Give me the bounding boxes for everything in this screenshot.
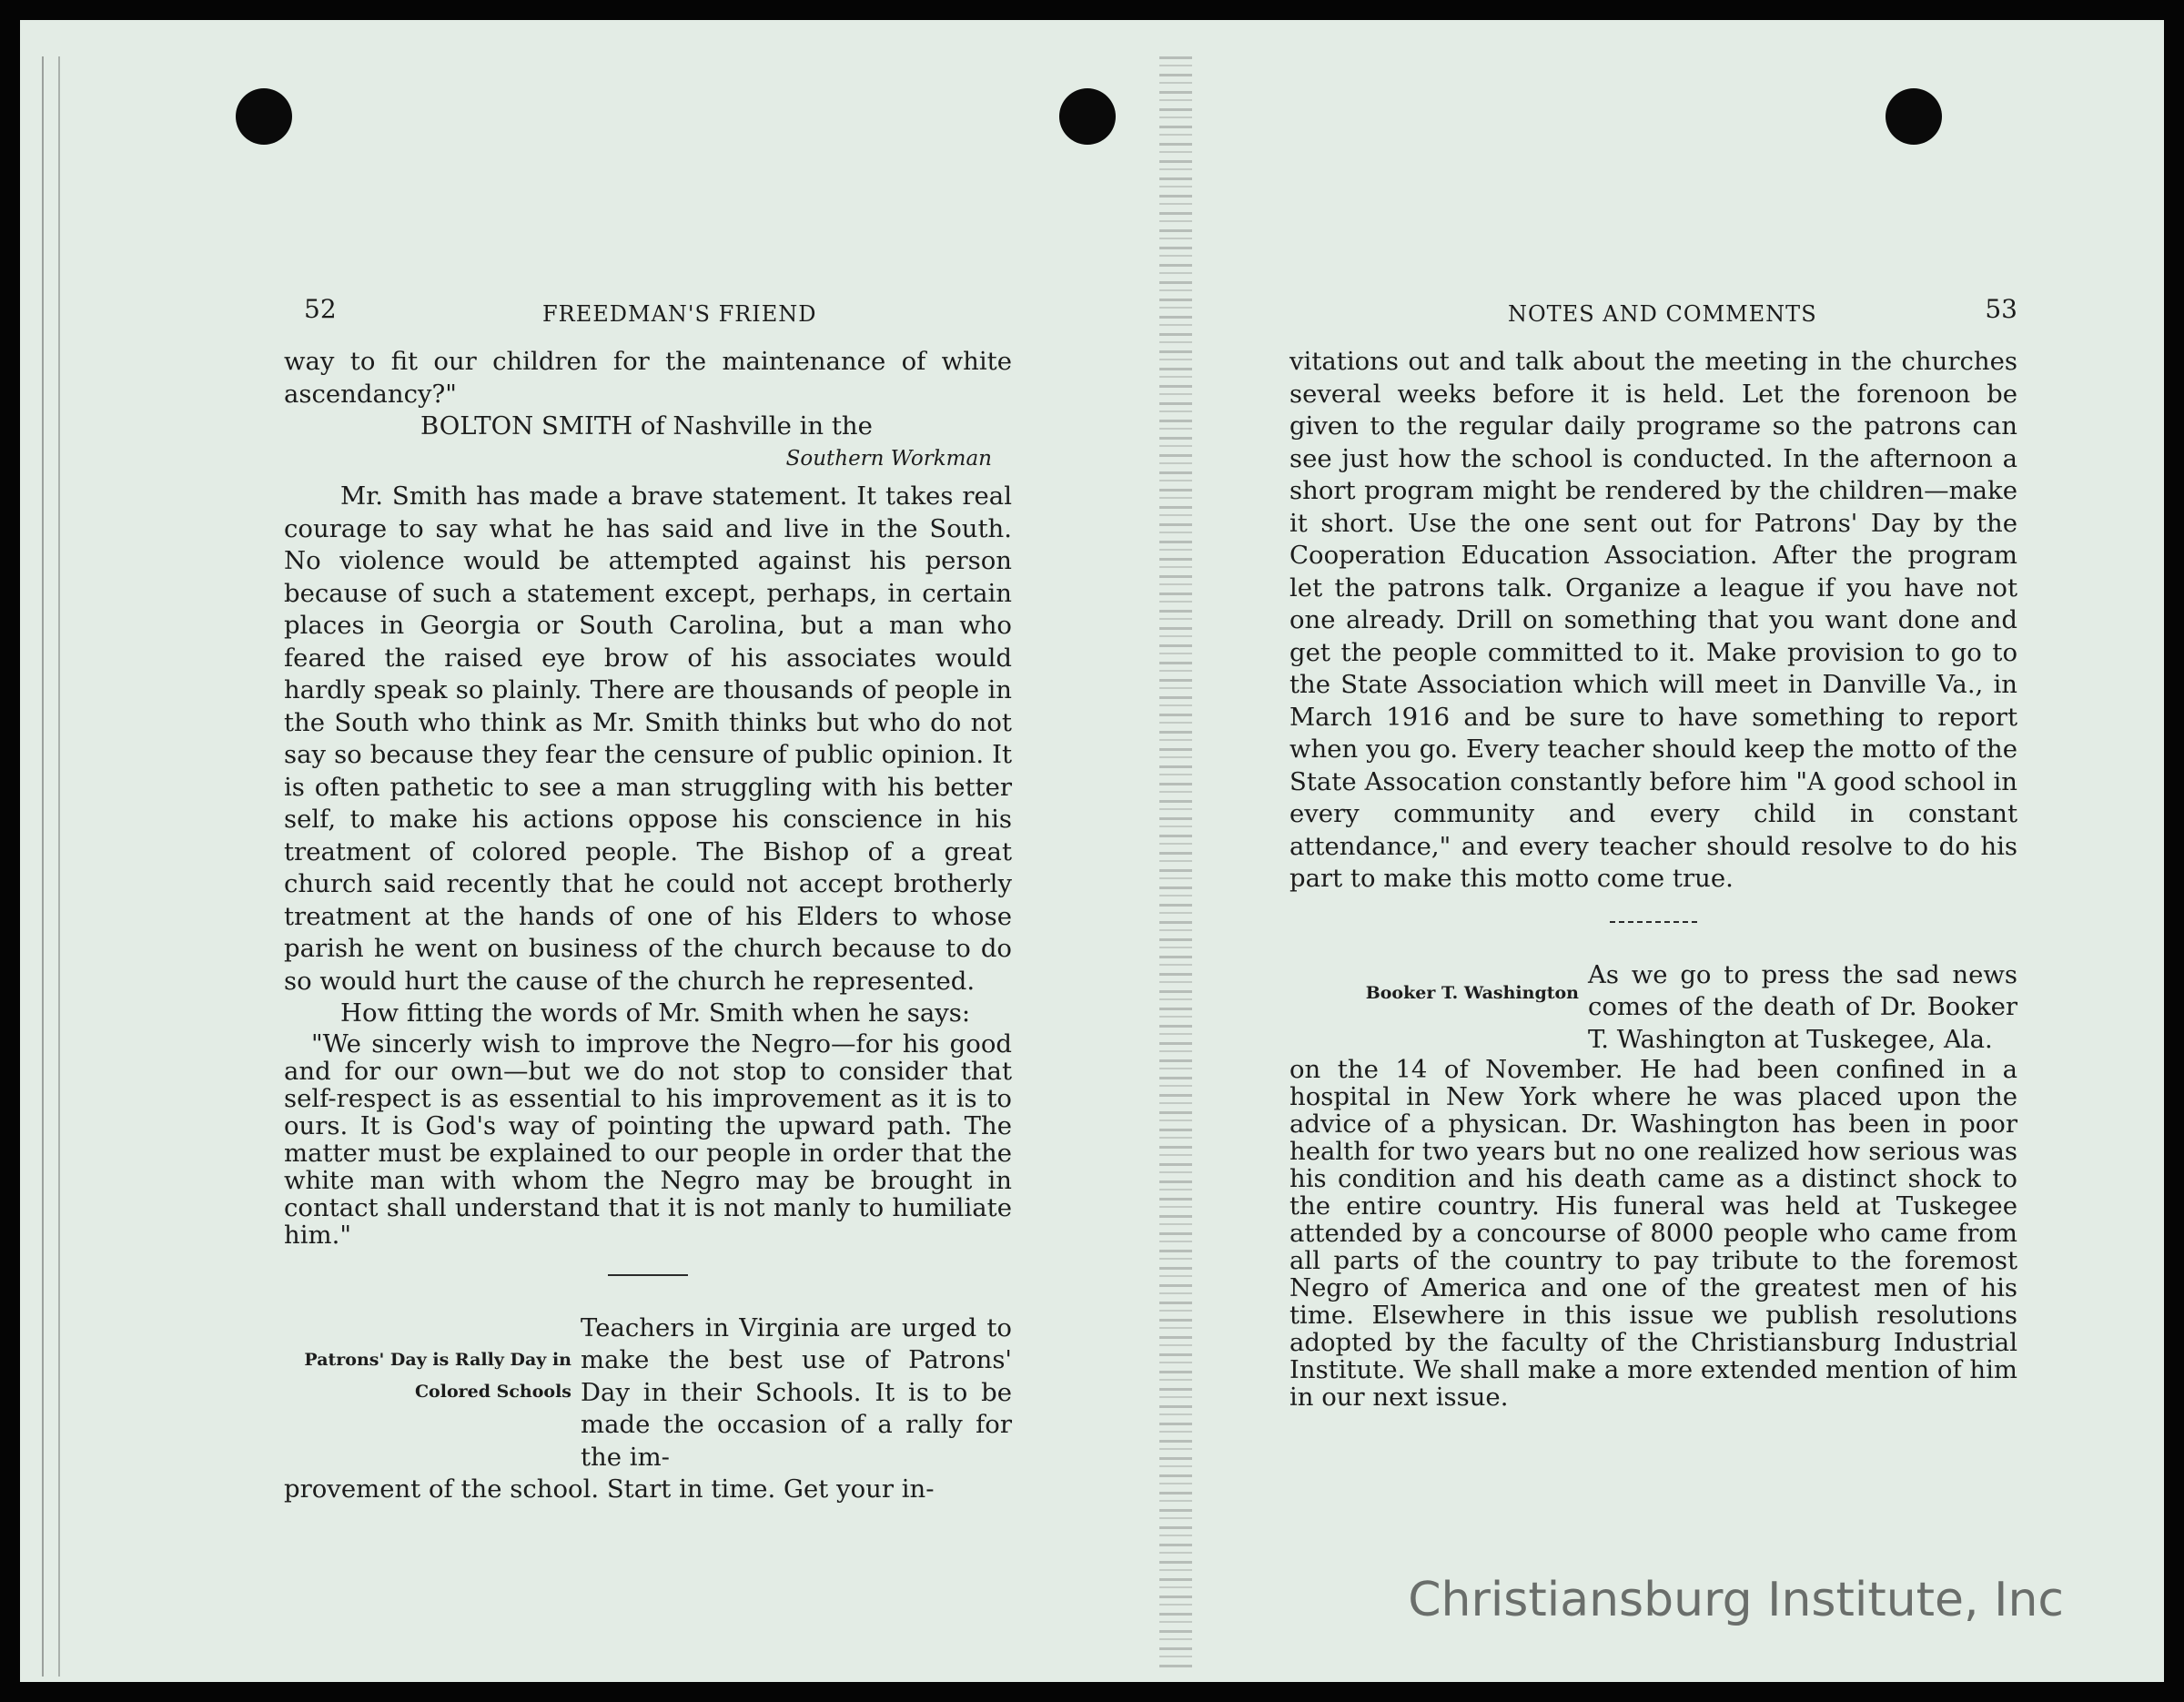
block-quote bbox=[284, 1030, 1012, 1249]
washington-section bbox=[1289, 959, 2017, 1057]
right-running-head bbox=[1289, 293, 2017, 329]
source-citation: Southern Workman bbox=[785, 446, 992, 471]
watermark: Christiansburg Institute, Inc bbox=[1408, 1573, 2064, 1627]
patrons-day-continuation: provement of the school. Start in time. Get your in- bbox=[284, 1474, 935, 1504]
sidehead-booker-washington: Booker T. Washington bbox=[1365, 982, 1579, 1003]
scanned-sheet bbox=[20, 20, 2164, 1682]
left-running-head bbox=[284, 293, 1012, 329]
washington-obituary: on the 14 of November. He had been confined in a hospital in New York where he was placed upon the advice of a physican. Dr. Washington has been in poor health for two years but no one realized how serious was his condition and his death came as a distinct shock to the entire country. His funeral was held at Tuskegee attended by a concourse of 8000 people who came from all parts of the country to pay tribute to the foremost Negro of America and one of the greatest men of his time. Elsewhere in this issue we publish resolutions adopted by the faculty of the Christiansburg Industrial Institute. We shall make a more extended mention of him in our next issue. bbox=[1289, 1055, 2017, 1412]
paragraph-smith-statement: Mr. Smith has made a brave statement. It takes real courage to say what he has said and live in the South. No violence would be attempted against his person because of such a statement except, perhaps, in certain places in Georgia or South Carolina, but a man who feared the raised eye brow of his associates would hardly speak so plainly. There are thousands of people in the South who think as Mr. Smith thinks but who do not say so because they fear the censure of public opinion. It is often pathetic to see a man struggling with his better self, to make his actions oppose his conscience in his treatment of colored people. The Bishop of a great church said recently that he could not accept brotherly treatment at the hands of one of his Elders to whose parish he went on business of the church because to do so would hurt the cause of the church he represented. bbox=[284, 481, 1012, 996]
right-page bbox=[1289, 293, 2017, 1411]
opening-line: way to fit our children for the maintenance of white ascendancy?" bbox=[284, 347, 1012, 409]
sidehead-patrons-day: Patrons' Day is Rally Day in Colored Schools bbox=[304, 1349, 571, 1402]
section-divider bbox=[608, 1274, 688, 1276]
journal-title: FREEDMAN'S FRIEND bbox=[542, 301, 817, 327]
punch-hole-center bbox=[1059, 88, 1116, 145]
punch-hole-right bbox=[1886, 88, 1942, 145]
punch-hole-left bbox=[236, 88, 292, 145]
left-page bbox=[284, 293, 1012, 1506]
page-number: 53 bbox=[1985, 294, 2017, 324]
center-gutter bbox=[1159, 56, 1192, 1667]
page-number: 52 bbox=[304, 294, 337, 324]
smith-quote: "We sincerly wish to improve the Negro—for his good and for our own—but we do not stop to consider that self-respect is as essential to his improvement as it is to ours. It is God's way of pointing the upward path. The matter must be explained to our people in order that the white man with whom the Negro may be brought in contact shall understand that it is not manly to humiliate him." bbox=[284, 1028, 1012, 1250]
section-divider bbox=[1610, 921, 1697, 923]
patrons-day-section bbox=[284, 1312, 1012, 1474]
section-title: NOTES AND COMMENTS bbox=[1508, 301, 1817, 327]
patrons-day-intro: Teachers in Virginia are urged to make the best use of Patrons' Day in their Schools. It is to be made the occasion of a rally for the im- bbox=[581, 1312, 1012, 1472]
paragraph-patrons-day-continued: vitations out and talk about the meeting in the churches several weeks before it is held. Let the forenoon be given to the regular daily programe so the patrons can see just how the school is conducted. In the afternoon a short program might be rendered by the children—make it short. Use the one sent out for Patrons' Day by the Cooperation Education Association. After the program let the patrons talk. Organize a league if you have not one already. Drill on something that you want done and get the people committed to it. Make provision to go to the State Association which will meet in Danville Va., in March 1916 and be sure to have something to report when you go. Every teacher should keep the motto of the State Assocation constantly before him "A good school in every community and every child in constant attendance," and every teacher should resolve to do his part to make this motto come true. bbox=[1289, 347, 2017, 893]
left-edge-marks bbox=[33, 56, 87, 1677]
washington-intro: As we go to press the sad news comes of the death of Dr. Booker T. Washington at Tuskegee, Ala. bbox=[1588, 959, 2017, 1054]
attribution: BOLTON SMITH of Nashville in the bbox=[420, 411, 873, 441]
paragraph-fitting-words: How fitting the words of Mr. Smith when he says: bbox=[340, 998, 971, 1028]
